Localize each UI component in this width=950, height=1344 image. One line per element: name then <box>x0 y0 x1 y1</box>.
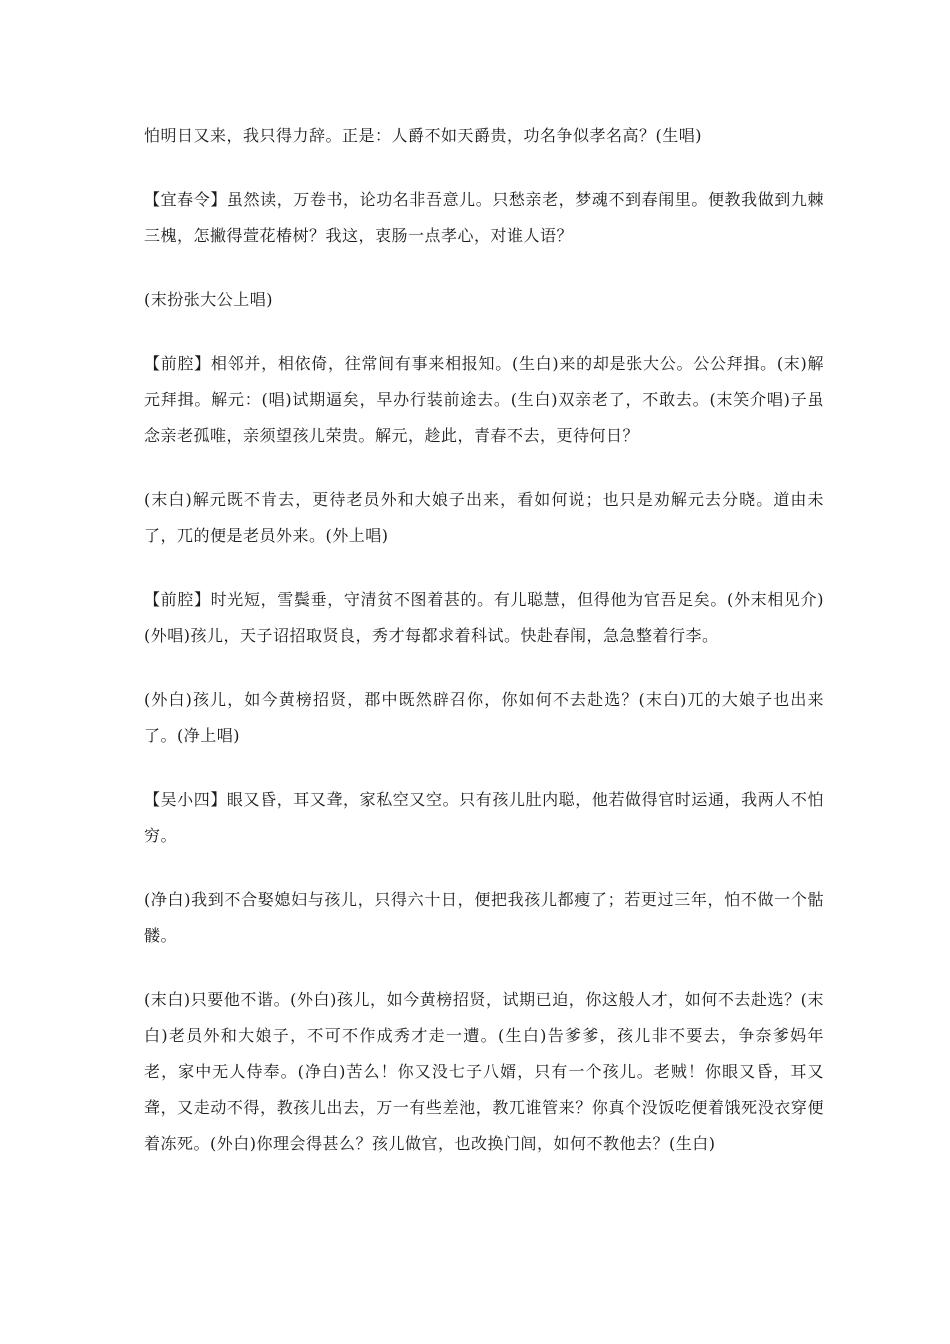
document-body <box>144 118 824 1190</box>
paragraph: 【前腔】时光短，雪鬓垂，守清贫不图着甚的。有儿聪慧，但得他为官吾足矣。(外末相见介)(外唱)孩儿，天子诏招取贤良，秀才每都求着科试。快赴春闱，急急整着行李。 <box>144 590 824 645</box>
paragraph: 【吴小四】眼又昏，耳又聋，家私空又空。只有孩儿肚内聪，他若做得官时运通，我两人不怕穷。 <box>144 790 824 845</box>
paragraph: 怕明日又来，我只得力辞。正是：人爵不如天爵贵，功名争似孝名高？(生唱) <box>144 126 702 145</box>
paragraph: (净白)我到不合娶媳妇与孩儿，只得六十日，便把我孩儿都瘦了；若更过三年，怕不做一个骷髅。 <box>144 890 824 945</box>
paragraph: (外白)孩儿，如今黄榜招贤，郡中既然辟召你，你如何不去赴选？(末白)兀的大娘子也出来了。(净上唱) <box>144 690 824 745</box>
paragraph: (末白)解元既不肯去，更待老员外和大娘子出来，看如何说；也只是劝解元去分晓。道由未了，兀的便是老员外来。(外上唱) <box>144 490 824 545</box>
paragraph: 【宜春令】虽然读，万卷书，论功名非吾意儿。只愁亲老，梦魂不到春闱里。便教我做到九棘三槐，怎撇得萱花椿树？我这，衷肠一点孝心，对谁人语？ <box>144 190 824 245</box>
paragraph: (末白)只要他不谐。(外白)孩儿，如今黄榜招贤，试期已迫，你这般人才，如何不去赴选？(末白)老员外和大娘子，不可不作成秀才走一遭。(生白)告爹爹，孩儿非不要去，争奈爹妈年老，家中无人侍奉。(净白)苦么！你又没七子八婿，只有一个孩儿。老贼！你眼又昏，耳又聋，又走动不得，教孩儿出去，万一有些差池，教兀谁管来？你真个没饭吃便着饿死没衣穿便着冻死。(外白)你理会得甚么？孩儿做官，也改换门闾，如何不教他去？(生白) <box>144 990 824 1153</box>
paragraph: 【前腔】相邻并，相依倚，往常间有事来相报知。(生白)来的却是张大公。公公拜揖。(末)解元拜揖。解元：(唱)试期逼矣，早办行装前途去。(生白)双亲老了，不敢去。(末笑介唱)子虽念亲老孤唯，亲须望孩儿荣贵。解元，趁此，青春不去，更待何日？ <box>144 354 824 445</box>
paragraph: (末扮张大公上唱) <box>144 290 273 309</box>
